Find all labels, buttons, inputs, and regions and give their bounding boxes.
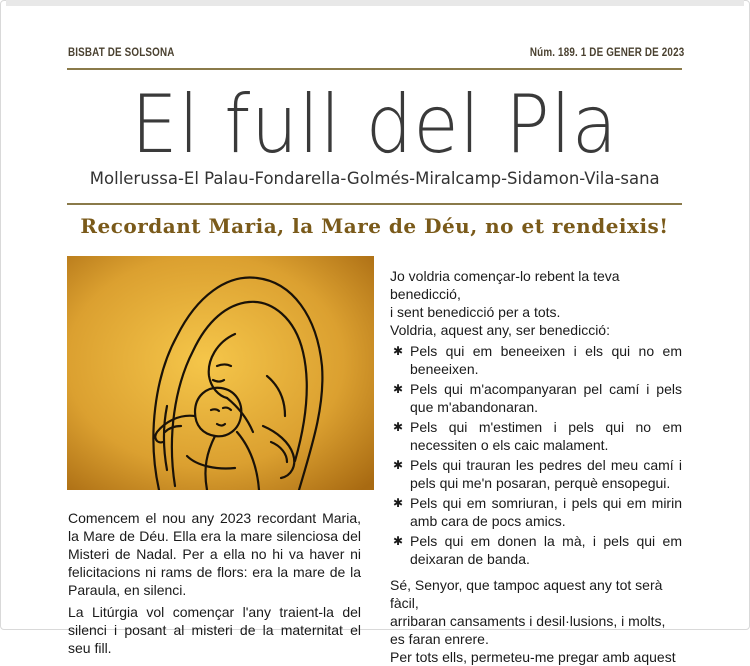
closing-line-1: Sé, Senyor, que tampoc aquest any tot serà fàcil, bbox=[390, 577, 663, 611]
asterisk-icon: ✱ bbox=[393, 458, 404, 472]
intro-line-3: Voldria, aquest any, ser benedicció: bbox=[390, 322, 610, 338]
asterisk-icon: ✱ bbox=[393, 496, 404, 510]
asterisk-icon: ✱ bbox=[393, 420, 404, 434]
intro-line-1: Jo voldria començar-lo rebent la teva benedicció, bbox=[390, 268, 620, 302]
masthead-rule bbox=[67, 203, 682, 205]
asterisk-icon: ✱ bbox=[393, 344, 404, 358]
right-column bbox=[390, 267, 682, 666]
left-paragraph-2: La Litúrgia vol començar l'any traient-la del silenci i posant al misteri de la maternitat el seu fill. bbox=[68, 604, 361, 656]
closing-text bbox=[390, 576, 682, 666]
asterisk-icon: ✱ bbox=[393, 382, 404, 396]
issue-label: Núm. 189. 1 DE GENER DE 2023 bbox=[529, 45, 684, 59]
left-column bbox=[68, 509, 361, 657]
closing-line-4: Per tots ells, permeteu-me pregar amb aquest bbox=[390, 649, 676, 665]
article-headline: Recordant Maria, la Mare de Déu, no et rendeixis! bbox=[80, 214, 669, 238]
diocese-label: BISBAT DE SOLSONA bbox=[68, 45, 175, 59]
list-item: ✱ Pels qui m'estimen i pels qui no em necessiten o els caic malament. bbox=[393, 419, 682, 453]
list-item: ✱ Pels qui em donen la mà, i pels qui em deixaran de banda. bbox=[393, 533, 682, 567]
virgin-and-child-illustration bbox=[67, 256, 374, 490]
list-item: ✱ Pels qui m'acompanyaran pel camí i pels que m'abandonaran. bbox=[393, 381, 682, 415]
closing-line-2: arribaran cansaments i desil·lusions, i molts, bbox=[390, 613, 666, 629]
intro-line-2: i sent benedicció per a tots. bbox=[390, 304, 561, 320]
list-item: ✱ Pels qui trauran les pedres del meu camí i pels qui me'n posaran, perquè ensopegui. bbox=[393, 457, 682, 491]
closing-line-3: es faran enrere. bbox=[390, 631, 489, 647]
top-rule bbox=[67, 68, 682, 70]
masthead-title: El full del Pla bbox=[131, 78, 618, 171]
asterisk-icon: ✱ bbox=[393, 534, 404, 548]
illustration-svg bbox=[67, 256, 374, 490]
list-item: ✱ Pels qui em beneeixen i els qui no em beneeixen. bbox=[393, 343, 682, 377]
masthead-towns: Mollerussa-El Palau-Fondarella-Golmés-Miralcamp-Sidamon-Vila-sana bbox=[89, 169, 660, 189]
window-top-edge bbox=[6, 0, 744, 6]
blessing-list bbox=[390, 342, 682, 568]
left-paragraph-1: Comencem el nou any 2023 recordant Maria, la Mare de Déu. Ella era la mare silenciosa del Misteri de Nadal. Per a ella no hi va haver ni felicitacions ni rams de flors: era la mare de la Paraula, en silenci. bbox=[68, 510, 361, 598]
list-item: ✱ Pels qui em somriuran, i pels qui em mirin amb cara de pocs amics. bbox=[393, 495, 682, 529]
